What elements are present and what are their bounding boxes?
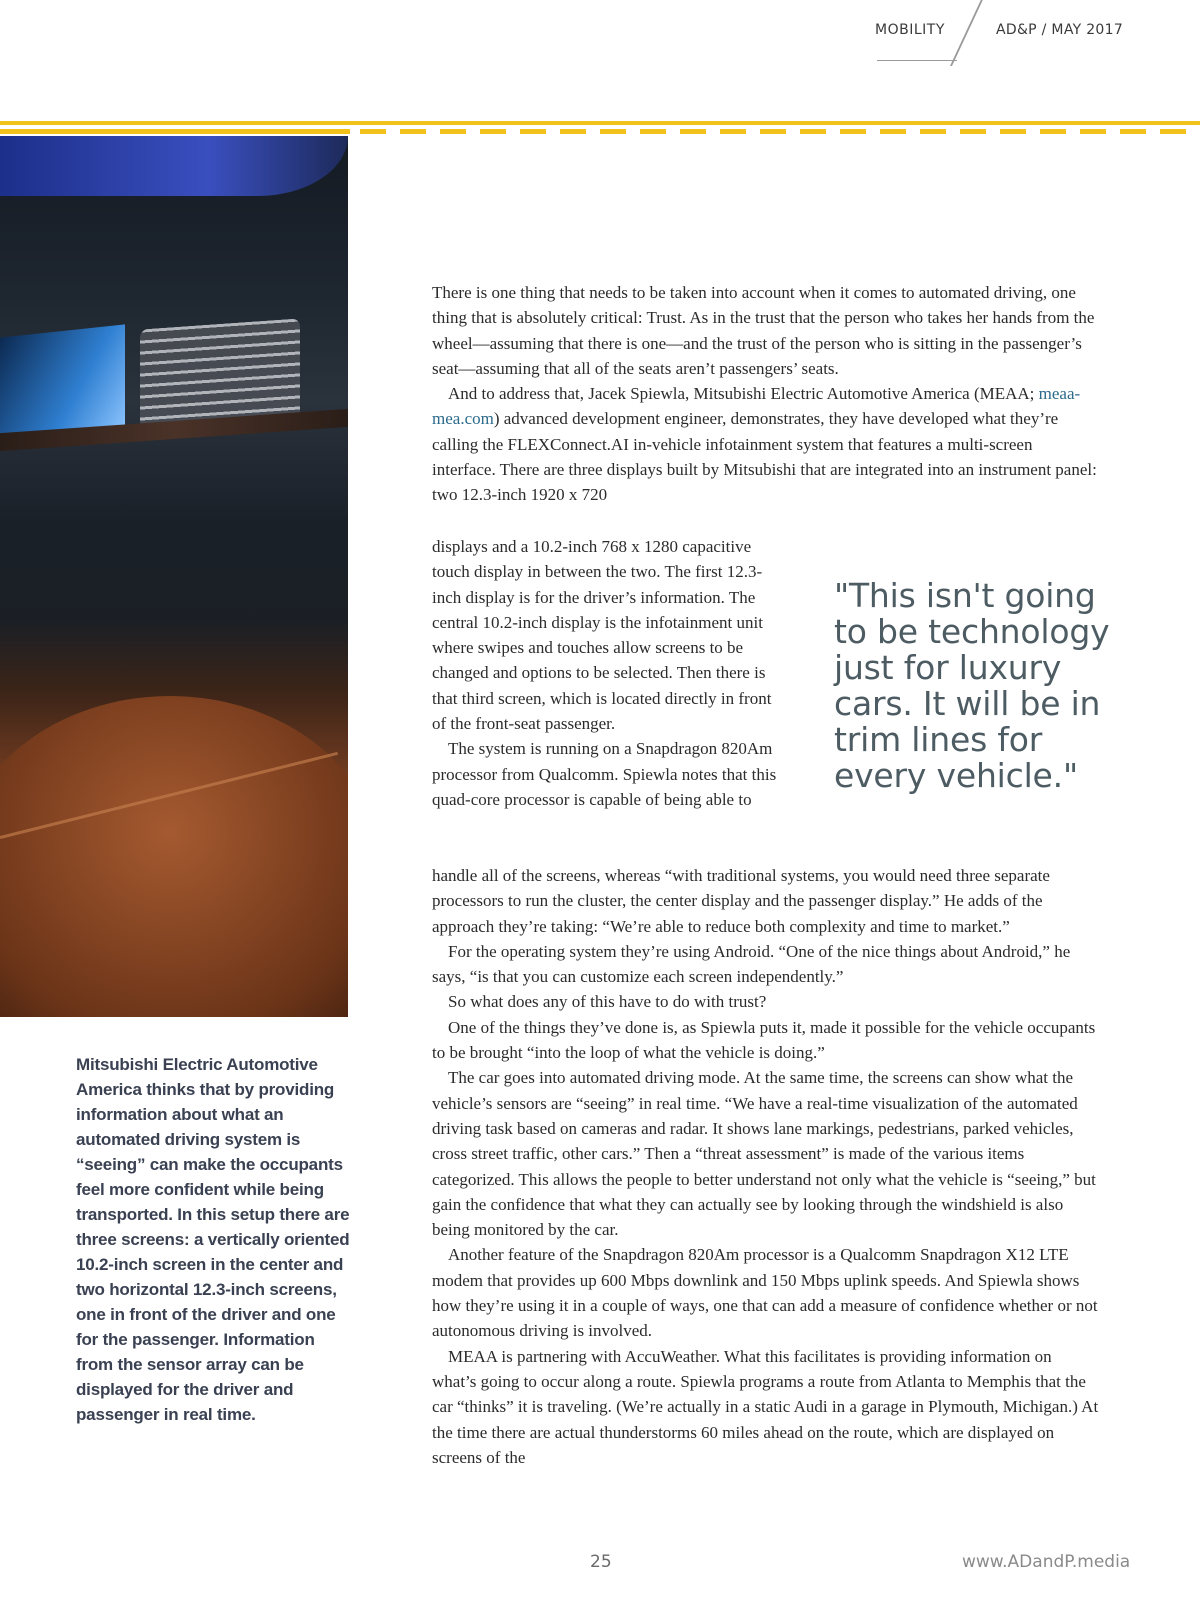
photo-leather-seat bbox=[0, 696, 348, 1017]
photo-blue-exterior bbox=[0, 136, 348, 196]
article-paragraph: There is one thing that needs to be taken into account when it comes to automated driving, one thing that is absolutely critical: Trust. As in the trust that the person who takes her hands from the wheel—assuming that there is one—and the trust of the person who is sitting in the passenger’s seat—assuming that all of the seats aren’t passengers’ seats. bbox=[432, 283, 1095, 378]
article-paragraph: And to address that, Jacek Spiewla, Mitsubishi Electric Automotive America (MEAA; meaa-mea.com) advanced development engineer, demonstrates, they have developed what they’re calling the FLEXConnect.AI in-vehicle infotainment system that features a multi-screen interface. There are three displays built by Mitsubishi that are integrated into an instrument panel: two 12.3-inch 1920 x 720 bbox=[432, 384, 1097, 505]
article-paragraph: Another feature of the Snapdragon 820Am processor is a Qualcomm Snapdragon X12 LTE modem that provides up 600 Mbps downlink and 150 Mbps uplink speeds. And Spiewla shows how they’re using it in a couple of ways, one that can add a measure of confidence whether or not autonomous driving is involved. bbox=[432, 1245, 1098, 1341]
header-divider-slash bbox=[950, 0, 983, 66]
article-paragraph: For the operating system they’re using Android. “One of the nice things about Android,” he says, “is that you can customize each screen independently.” bbox=[432, 941, 1071, 987]
article-paragraph: So what does any of this have to do with trust? bbox=[448, 992, 767, 1012]
article-paragraph: The car goes into automated driving mode. At the same time, the screens can show what the vehicle’s sensors are “seeing” in real time. “We have a real-time visualization of the automated driving task based on cameras and radar. It shows lane markings, pedestrians, parked vehicles, cross street traffic, other cars.” Then a “threat assessment” is made of the various items categorized. This allows the people to better understand not only what the vehicle is “seeing,” but gain the confidence that what they can actually see by looking through the windshield is also being monitored by the car. bbox=[432, 1068, 1096, 1240]
pull-quote: "This isn't going to be technology just for luxury cars. It will be in trim lines for every vehicle." bbox=[834, 576, 1110, 795]
accent-rule-dashed-left bbox=[0, 129, 350, 134]
article-body-bottom bbox=[432, 863, 1100, 1470]
article-paragraph: displays and a 10.2-inch 768 x 1280 capacitive touch display in between the two. The first 12.3-inch display is for the driver’s information. The central 10.2-inch display is the infotainment unit where swipes and touches allow screens to be changed and options to be selected. Then there is that third screen, which is located directly in front of the front-seat passenger. bbox=[432, 537, 772, 734]
article-paragraph: The system is running on a Snapdragon 820Am processor from Qualcomm. Spiewla notes that this quad-core processor is capable of being able to bbox=[432, 739, 777, 809]
photo-caption: Mitsubishi Electric Automotive America thinks that by providing information about what an automated driving system is “seeing” can make the occupants feel more confident while being transported. In this setup there are three screens: a vertically oriented 10.2-inch screen in the center and two horizontal 12.3-inch screens, one in front of the driver and one for the passenger. Information from the sensor array can be displayed for the driver and passenger in real time. bbox=[76, 1055, 350, 1424]
article-paragraph: MEAA is partnering with AccuWeather. What this facilitates is providing information on what’s going to occur along a route. Spiewla programs a route from Atlanta to Memphis that the car “thinks” it is traveling. (We’re actually in a static Audi in a garage in Plymouth, Michigan.) At the time there are actual thunderstorms 60 miles ahead on the route, which are displayed on screens of the bbox=[432, 1346, 1099, 1467]
header-section-label: MOBILITY bbox=[875, 22, 945, 38]
header-divider-underline bbox=[877, 60, 957, 61]
meaa-website-link[interactable]: meaa-mea.com bbox=[432, 384, 1081, 429]
footer-website-url[interactable]: www.ADandP.media bbox=[962, 1552, 1131, 1572]
article-body-top bbox=[432, 280, 1100, 508]
article-body-narrow bbox=[432, 534, 787, 812]
article-paragraph: handle all of the screens, whereas “with traditional systems, you would need three separate processors to run the cluster, the center display and the passenger display.” He adds of the approach they’re taking: “We’re able to reduce both complexity and time to market.” bbox=[432, 866, 1050, 936]
accent-rule-solid bbox=[0, 121, 1200, 125]
car-interior-photo bbox=[0, 136, 348, 1017]
header-issue-label: AD&P / MAY 2017 bbox=[996, 22, 1124, 38]
article-paragraph: One of the things they’ve done is, as Spiewla puts it, made it possible for the vehicle occupants to be brought “into the loop of what the vehicle is doing.” bbox=[432, 1017, 1096, 1063]
page-number: 25 bbox=[590, 1552, 612, 1572]
